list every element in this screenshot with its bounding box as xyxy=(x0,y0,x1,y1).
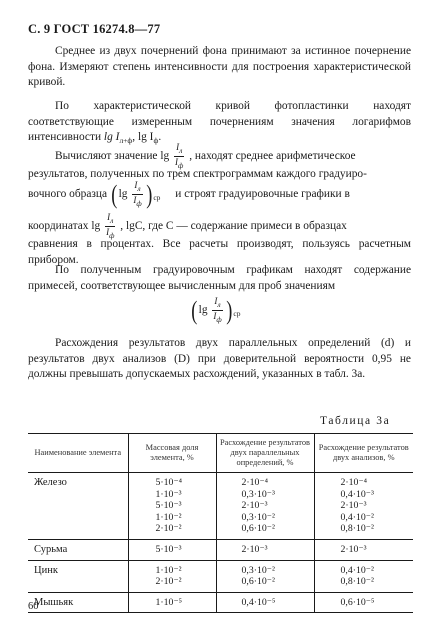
ratio-num-sub: л xyxy=(179,146,183,155)
cell-value: 2·10⁻³ xyxy=(340,543,367,555)
ratio-den-sub: ф xyxy=(178,161,184,170)
final-den-sub: ф xyxy=(216,315,222,324)
final-left-paren: ( xyxy=(191,295,198,325)
avg-num-sub: л xyxy=(137,184,141,193)
calc-line-3-b: и строят градуировочные графики в xyxy=(175,188,350,201)
discrepancy-table xyxy=(28,433,413,613)
lg-il-sub: л+ф xyxy=(119,136,133,146)
parallel-cell xyxy=(216,560,314,592)
cell-value: 0,6·10⁻² xyxy=(241,576,275,588)
table-title: Таблица 3а xyxy=(320,415,391,427)
coord-num-sub: л xyxy=(110,216,114,225)
element-name: Мышьяк xyxy=(28,592,128,613)
calc-line-1-a: Вычисляют значение lg xyxy=(55,150,170,163)
avg-num: I xyxy=(134,180,138,190)
final-right-paren: ) xyxy=(226,295,233,325)
cell-value: 0,4·10⁻² xyxy=(340,511,374,523)
cell-value: 0,4·10⁻⁵ xyxy=(241,596,276,608)
cell-value: 0,3·10⁻² xyxy=(241,564,275,576)
element-name: Сурьма xyxy=(28,539,128,560)
header-mass-fraction: Массовая доля элемента, % xyxy=(128,434,216,473)
mass-fraction-cell xyxy=(128,473,216,540)
table-row xyxy=(28,539,413,560)
calc-line-3-a: вочного образца xyxy=(28,188,108,201)
calc-line-1 xyxy=(55,142,356,171)
cell-value: 2·10⁻³ xyxy=(340,500,367,512)
calc-line-4-b: , lgC, где C — содержание примеси в образцах xyxy=(120,220,347,233)
table-body xyxy=(28,473,413,613)
table-row xyxy=(28,473,413,540)
ratio-fraction xyxy=(174,142,184,171)
analyses-cell xyxy=(314,539,413,560)
coord-den: I xyxy=(106,227,110,237)
lg-end: . xyxy=(158,131,162,144)
cell-value: 1·10⁻² xyxy=(155,511,182,523)
calc-line-5: сравнения в процентах. Все расчеты производят, пользуясь расчетным прибором. xyxy=(28,238,411,266)
left-paren: ( xyxy=(111,179,118,209)
cell-value: 1·10⁻⁵ xyxy=(155,596,183,608)
cell-value: 1·10⁻² xyxy=(155,564,182,576)
cell-value: 0,3·10⁻² xyxy=(241,511,275,523)
mass-fraction-cell xyxy=(128,560,216,592)
ratio-den: I xyxy=(175,157,179,167)
analyses-cell xyxy=(314,592,413,613)
cell-value: 0,4·10⁻³ xyxy=(340,488,374,500)
final-num: I xyxy=(214,296,218,306)
cell-value: 0,3·10⁻³ xyxy=(241,488,275,500)
paragraph-discrepancy: Расхождения результатов двух параллельных определений (d) и результатов двух анализов (D) при доверительной вероятности 0,95 не должны превышать допускаемых расхождений, указанных в табл. 3а. xyxy=(28,337,411,381)
table-row xyxy=(28,560,413,592)
lg-if-sub: ф xyxy=(153,136,159,146)
cell-value: 2·10⁻³ xyxy=(241,500,268,512)
paragraph-curve-text: По характеристической кривой фотопластинки находят соответствующие измеренным почернениям значения логарифмов интенсивности xyxy=(28,100,411,144)
cell-value: 0,4·10⁻² xyxy=(340,564,374,576)
parallel-cell xyxy=(216,539,314,560)
final-den: I xyxy=(213,311,217,321)
element-name: Цинк xyxy=(28,560,128,592)
ratio-num: I xyxy=(176,142,180,152)
mass-fraction-cell xyxy=(128,539,216,560)
avg-den: I xyxy=(133,195,137,205)
cell-value: 2·10⁻² xyxy=(155,523,182,535)
cell-value: 0,6·10⁻² xyxy=(241,523,275,535)
calc-line-2: результатов, полученных по трем спектрограммам каждого градуиро- xyxy=(28,168,367,180)
cell-value: 0,8·10⁻² xyxy=(340,576,374,588)
coord-den-sub: ф xyxy=(109,231,115,240)
element-name: Железо xyxy=(28,473,128,540)
final-lg: lg xyxy=(198,304,208,317)
final-sub: ср xyxy=(233,309,241,319)
parallel-cell xyxy=(216,473,314,540)
cell-value: 2·10⁻⁴ xyxy=(340,477,368,488)
lg-il-term: lg I xyxy=(103,131,120,144)
analyses-cell xyxy=(314,473,413,540)
cell-value: 2·10⁻⁴ xyxy=(241,477,269,488)
right-paren: ) xyxy=(145,179,153,209)
mass-fraction-cell xyxy=(128,592,216,613)
paragraph-background: Среднее из двух почернений фона принимают за истинное почернение фона. Измеряют степень интенсивности для построения характеристической кривой. xyxy=(28,45,411,89)
cell-value: 1·10⁻³ xyxy=(155,488,182,500)
avg-lg: lg xyxy=(118,188,128,201)
header-analyses: Расхождение результатов двух анализов, % xyxy=(314,434,413,473)
header-element: Наименование элемента xyxy=(28,434,128,473)
header-parallel: Расхождение результатов двух параллельных определений, % xyxy=(216,434,314,473)
lg-if-term: , lg I xyxy=(132,131,154,144)
page-header: С. 9 ГОСТ 16274.8—77 xyxy=(28,22,161,36)
paragraph-graphs: По полученным градуировочным графикам находят содержание примесей, соответствующее вычисленным для проб значениям xyxy=(28,264,411,292)
cell-value: 5·10⁻⁴ xyxy=(155,477,183,488)
avg-den-sub: ф xyxy=(136,199,142,208)
calc-line-4-a: координатах lg xyxy=(28,220,101,233)
cell-value: 0,6·10⁻⁵ xyxy=(340,596,375,608)
avg-fraction xyxy=(132,180,142,209)
analyses-cell xyxy=(314,560,413,592)
cell-value: 5·10⁻³ xyxy=(155,543,182,555)
cell-value: 5·10⁻³ xyxy=(155,500,182,512)
calc-line-3 xyxy=(28,180,350,209)
parallel-cell xyxy=(216,592,314,613)
final-fraction xyxy=(212,296,222,325)
avg-sub: ср xyxy=(153,193,161,203)
table-row xyxy=(28,592,413,613)
cell-value: 0,8·10⁻² xyxy=(340,523,374,535)
calc-line-1-b: , находят среднее арифметическое xyxy=(189,150,356,163)
final-formula xyxy=(190,296,241,325)
page-number: 60 xyxy=(28,601,39,612)
coord-num: I xyxy=(107,212,111,222)
cell-value: 2·10⁻² xyxy=(155,576,182,588)
cell-value: 2·10⁻³ xyxy=(241,543,268,555)
final-num-sub: л xyxy=(217,300,221,309)
table-header-row xyxy=(28,434,413,473)
